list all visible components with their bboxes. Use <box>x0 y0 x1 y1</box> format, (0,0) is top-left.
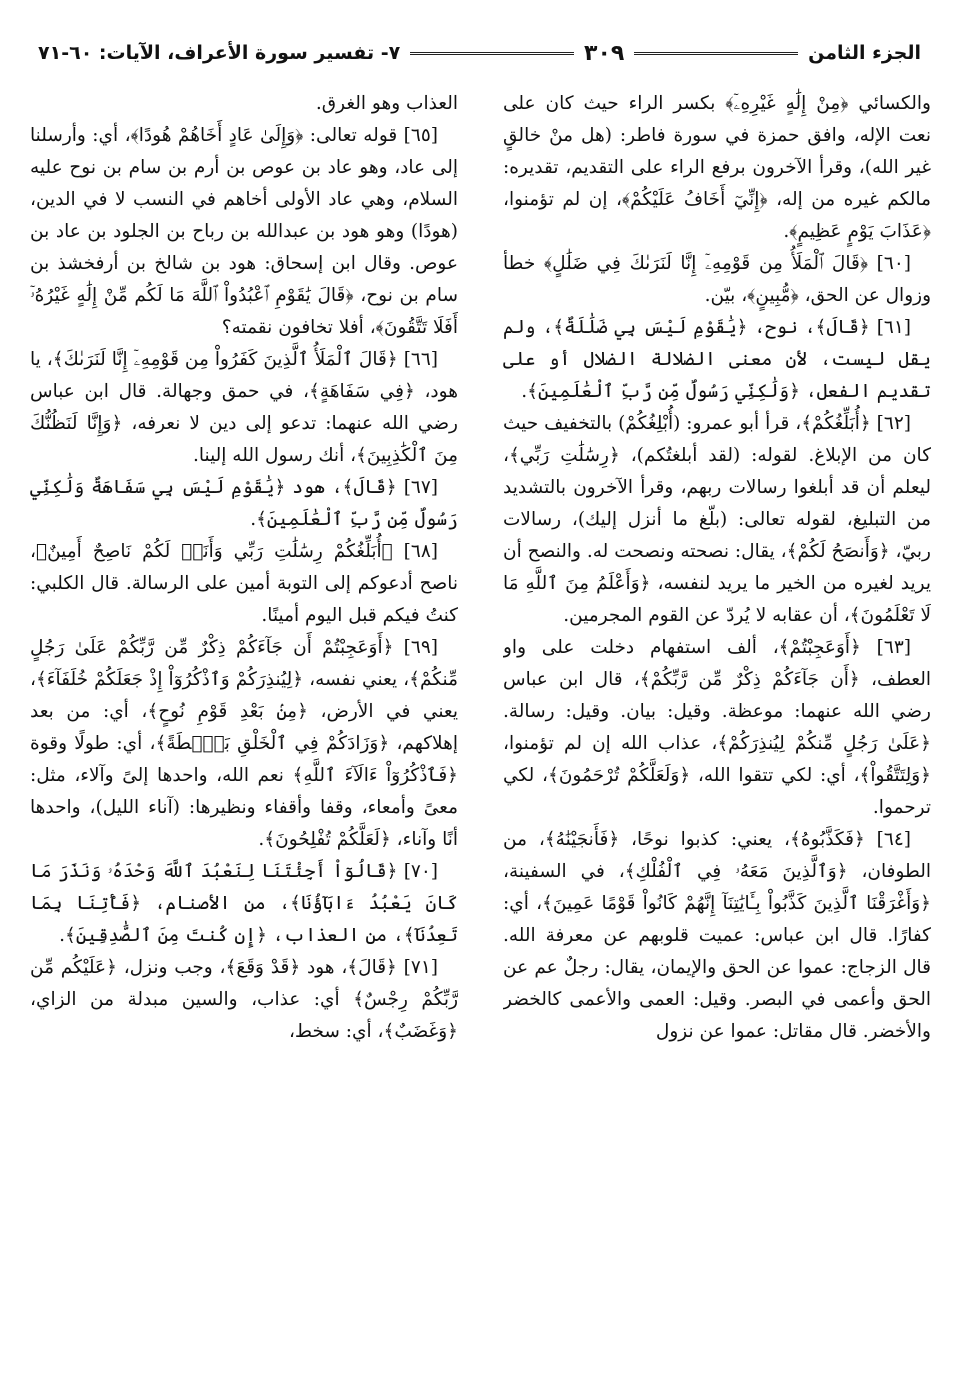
left-column <box>30 88 458 1378</box>
paragraph: [٦٧] ﴿قَالَ﴾، هود ﴿يَٰقَوْمِ لَيْسَ بِي سَفَاهَةٌ وَلَٰكِنِّي رَسُولٌ مِّن رَّبِّ ٱلْعَٰلَمِينَ﴾. <box>30 477 458 530</box>
paragraph: [٦٨] ﴿أُبَلِّغُكُمْ رِسَٰلَٰتِ رَبِّي وَأَنَا۠ لَكُمْ نَاصِحٌ أَمِينٌ﴾، ناصح أدعوكم إلى التوبة أمين على الرسالة. قال الكلبي: كنتُ فيكم قبل اليوم أمينًا. <box>30 541 458 626</box>
header-rule-left <box>410 52 574 55</box>
paragraph: [٦٤] ﴿فَكَذَّبُوهُ﴾، يعني: كذبوا نوحًا، ﴿فَأَنجَيْنَٰهُ﴾، من الطوفان، ﴿وَٱلَّذِينَ مَعَهُۥ فِي ٱلْفُلْكِ﴾، في السفينة، ﴿وَأَغْرَقْنَا ٱلَّذِينَ كَذَّبُواْ بِـَٔايَٰتِنَآ إِنَّهُمْ كَانُواْ قَوْمًا عَمِينَ﴾، أي: كفارًا. قال ابن عباس: عميت قلوبهم عن معرفة الله. قال الزجاج: عموا عن الحق والإيمان، يقال: رجلٌ عم عن الحق وأعمى في البصر. وقيل: العمى والأعمى كالخضر والأخضر. قال مقاتل: عموا عن نزول <box>503 829 931 1042</box>
paragraph: [٦١] ﴿قَالَ﴾، نوح، ﴿يَٰقَوْمِ لَيْسَ بِي ضَلَٰلَةٌ﴾، ولم يقل ليست، لأن معنى الضلالة الضلال أو على تقديم الفعل، ﴿وَلَٰكِنِّي رَسُولٌ مِّن رَّبِّ ٱلْعَٰلَمِينَ﴾. <box>503 317 931 402</box>
paragraph: والكسائي ﴿مِنْ إِلَٰهٍ غَيْرِهِۦٓ﴾ بكسر الراء حيث كان على نعت الإله، وافق حمزة في سورة فاطر: (هل منْ خالقٍ غير الله)، وقرأ الآخرون برفع الراء على التقديم، تقديره: مالكم غيره من إله، ﴿إِنِّيٓ أَخَافُ عَلَيْكُمْ﴾، إن لم تؤمنوا، ﴿عَذَابَ يَوْمٍ عَظِيمٍ﴾. <box>503 93 931 242</box>
paragraph: [٧١] ﴿قَالَ﴾، هود ﴿قَدْ وَقَعَ﴾، وجب ونزل، ﴿عَلَيْكُم مِّن رَّبِّكُمْ رِجْسٌ﴾ أي: عذاب، والسين مبدلة من الزاي، ﴿وَغَضَبٌ﴾، أي: سخط، <box>30 957 458 1042</box>
right-column <box>503 88 931 1378</box>
paragraph: [٦٦] ﴿قَالَ ٱلْمَلَأُ ٱلَّذِينَ كَفَرُواْ مِن قَوْمِهِۦٓ إِنَّا لَنَرَىٰكَ﴾، يا هود، ﴿فِي سَفَاهَةٍ﴾، في حمق وجهالة. قال ابن عباس رضي الله عنهما: تدعو إلى دين لا نعرفه، ﴿وَإِنَّا لَنَظُنُّكَ مِنَ ٱلْكَٰذِبِينَ﴾، أنك رسول الله إلينا. <box>30 349 458 466</box>
paragraph: [٦٩] ﴿أَوَعَجِبْتُمْ أَن جَآءَكُمْ ذِكْرٌ مِّن رَّبِّكُمْ عَلَىٰ رَجُلٍ مِّنكُمْ﴾، يعني نفسه، ﴿لِيُنذِرَكُمْ وَٱذْكُرُوٓاْ إِذْ جَعَلَكُمْ خُلَفَآءَ﴾، يعني في الأرض، ﴿مِنۢ بَعْدِ قَوْمِ نُوحٍ﴾، أي: من بعد إهلاكهم، ﴿وَزَادَكُمْ فِي ٱلْخَلْقِ بَصْۜطَةً﴾، أي: طولًا وقوة ﴿فَٱذْكُرُوٓاْ ءَالَآءَ ٱللَّهِ﴾ نعم الله، واحدها إلىً وآلاء، مثل: معىً وأمعاء، وقفا وأقفاء ونظيرها: (آناء الليل)، واحدها أنًا وآناء، ﴿لَعَلَّكُمْ تُفْلِحُونَ﴾. <box>30 637 458 850</box>
page-header <box>38 36 921 70</box>
header-rule-right <box>634 52 798 55</box>
section-title: ٧- تفسير سورة الأعراف، الآيات: ٦٠-٧١ <box>38 42 401 64</box>
page-number: ٣٠٩ <box>584 40 625 66</box>
paragraph: [٦٢] ﴿أُبَلِّغُكُمْ﴾، قرأ أبو عمرو: (أُبْلِغُكُمْ) بالتخفيف حيث كان من الإبلاغ. لقوله: (لقد أبلغتُكم)، ﴿رِسَٰلَٰتِ رَبِّي﴾، ليعلم أن قد أبلغوا رسالات ربهم، وقرأ الآخرون بالتشديد من التبليغ، لقوله تعالى: (بلّغ ما أنزل إليك)، رسالات ربيّ، ﴿وَأَنصَحُ لَكُمْ﴾، يقال: نصحته ونصحت له. والنصح أن يريد لغيره من الخير ما يريد لنفسه، ﴿وَأَعْلَمُ مِنَ ٱللَّهِ مَا لَا تَعْلَمُونَ﴾، أن عقابه لا يُردّ عن القوم المجرمين. <box>503 413 931 626</box>
paragraph: [٦٣] ﴿أَوَعَجِبْتُمْ﴾، ألف استفهام دخلت على واو العطف، ﴿أَن جَآءَكُمْ ذِكْرٌ مِّن رَّبِّكُمْ﴾، قال ابن عباس رضي الله عنهما: موعظة. وقيل: بيان. وقيل: رسالة. ﴿عَلَىٰ رَجُلٍ مِّنكُمْ لِيُنذِرَكُمْ﴾، عذاب الله إن لم تؤمنوا، ﴿وَلِتَتَّقُواْ﴾، أي: لكي تتقوا الله، ﴿وَلَعَلَّكُمْ تُرْحَمُونَ﴾، لكي ترحموا. <box>503 637 931 818</box>
paragraph: [٦٠] ﴿قَالَ ٱلْمَلَأُ مِن قَوْمِهِۦٓ إِنَّا لَنَرَىٰكَ فِي ضَلَٰلٍ﴾ خطأ وزوال عن الحق، ﴿مُّبِينٍ﴾، بيّن. <box>503 253 931 306</box>
paragraph: العذاب وهو الغرق. <box>315 93 458 114</box>
paragraph: [٧٠] ﴿قَالُوٓاْ أَجِئْتَنَا لِنَعْبُدَ ٱللَّهَ وَحْدَهُۥ وَنَذَرَ مَا كَانَ يَعْبُدُ ءَابَآؤُنَا﴾، من الأصنام، ﴿فَأْتِنَا بِمَا تَعِدُنَآ﴾، من العذاب، ﴿إِن كُنتَ مِنَ ٱلصَّٰدِقِينَ﴾. <box>30 861 458 946</box>
part-title: الجزء الثامن <box>808 42 921 64</box>
paragraph: [٦٥] قوله تعالى: ﴿وَإِلَىٰ عَادٍ أَخَاهُمْ هُودًا﴾، أي: وأرسلنا إلى عاد، وهو عاد بن عوص بن أرم بن سام بن نوح عليه السلام، وهي عاد الأولى أخاهم في النسب لا في الدين، (هودًا) وهو هود بن عبدالله بن رباح بن الجلود بن عاد بن عوص. وقال ابن إسحاق: هود بن شالخ بن أرفخشذ بن سام بن نوح، ﴿قَالَ يَٰقَوْمِ ٱعْبُدُواْ ٱللَّهَ مَا لَكُم مِّنْ إِلَٰهٍ غَيْرُهُۥٓ أَفَلَا تَتَّقُونَ﴾، أفلا تخافون نقمته؟ <box>30 125 458 338</box>
